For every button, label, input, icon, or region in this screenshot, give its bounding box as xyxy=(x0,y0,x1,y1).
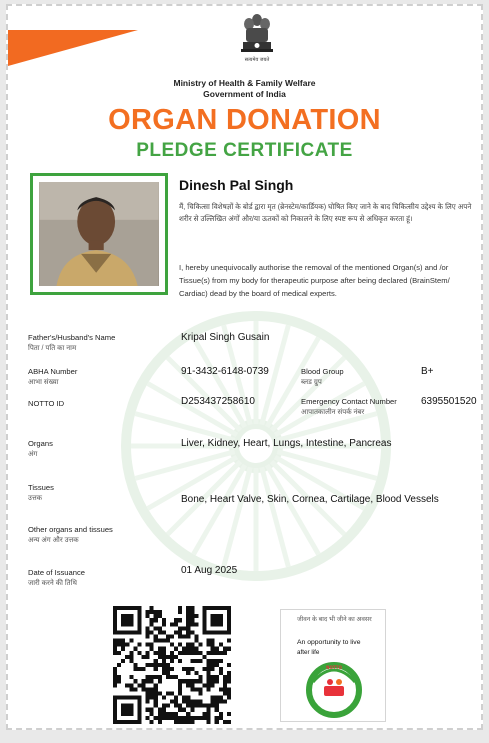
organs-label-en: Organs xyxy=(28,439,53,448)
tissues-label xyxy=(28,482,54,504)
emergency-label-hi: आपातकालीन संपर्क नंबर xyxy=(301,409,365,416)
national-emblem-icon xyxy=(237,12,277,74)
ministry-name: Ministry of Health & Family Welfare xyxy=(173,78,316,88)
issuance-label-hi: जारी करने की तिथि xyxy=(28,580,77,587)
other-label xyxy=(28,524,113,546)
organs-value: Liver, Kidney, Heart, Lungs, Intestine, Pancreas xyxy=(181,438,392,449)
qr-code xyxy=(113,606,231,724)
certificate-subtitle: PLEDGE CERTIFICATE xyxy=(136,140,353,161)
government-name: Government of India xyxy=(203,89,286,99)
notto-value: D253437258610 xyxy=(181,396,255,407)
certificate xyxy=(6,4,483,730)
notto-tagline-en-1: An opportunity to live xyxy=(297,639,361,646)
blood-label-en: Blood Group xyxy=(301,367,344,376)
tissues-label-en: Tissues xyxy=(28,483,54,492)
donor-photo xyxy=(39,182,159,286)
emergency-label-en: Emergency Contact Number xyxy=(301,397,397,406)
blood-group-label xyxy=(301,366,344,388)
tissues-label-hi: उत्तक xyxy=(28,495,43,502)
father-label-en: Father's/Husband's Name xyxy=(28,333,116,342)
blood-label-hi: ब्लड ग्रुप xyxy=(301,379,322,386)
issuance-label xyxy=(28,567,85,589)
father-value: Kripal Singh Gusain xyxy=(181,332,270,343)
issuance-value: 01 Aug 2025 xyxy=(181,565,238,576)
tissues-value: Bone, Heart Valve, Skin, Cornea, Cartilage, Blood Vessels xyxy=(181,494,439,505)
organs-label-hi: अंग xyxy=(28,451,38,458)
certificate-title: ORGAN DONATION xyxy=(108,104,381,136)
emergency-label xyxy=(301,396,397,418)
notto-label xyxy=(28,398,64,409)
svg-text:सत्यमेव जयते: सत्यमेव जयते xyxy=(244,57,270,63)
father-label xyxy=(28,332,115,354)
abha-label-hi: आभा संख्या xyxy=(28,379,59,386)
donor-photo-frame xyxy=(30,173,168,295)
issuance-label-en: Date of Issuance xyxy=(28,568,85,577)
notto-logo-box xyxy=(280,609,386,722)
blood-group-value: B+ xyxy=(421,366,434,377)
saffron-flag-stripe xyxy=(8,30,138,66)
abha-label-en: ABHA Number xyxy=(28,367,78,376)
donor-name: Dinesh Pal Singh xyxy=(179,177,294,193)
abha-label xyxy=(28,366,77,388)
father-label-hi: पिता / पति का नाम xyxy=(28,345,77,352)
notto-logo-icon xyxy=(303,660,365,718)
notto-tagline-en-2: after life xyxy=(297,649,320,656)
notto-tagline-hi: जीवन के बाद भी जीने का अवसर xyxy=(297,616,372,623)
declaration-english: I, hereby unequivocally authorise the removal of the mentioned Organ(s) and /or Tissue(s) from my body for therapeutic purpose after being declared (BrainStem/ Cardiac) dead by the board of medical experts. xyxy=(179,263,450,298)
emergency-value: 6395501520 xyxy=(421,396,477,407)
organs-label xyxy=(28,438,53,460)
declaration-hindi: मैं, चिकित्सा विशेषज्ञों के बोर्ड द्वारा मृत (ब्रेनस्टेम/कार्डियक) घोषित किए जाने के बाद चिकित्सीय उद्देश्य के लिए अपने शरीर से उल्लिखित अंगों और/या ऊतकों को निकालने के लिए स्पष्ट रूप से अधिकृत करता हूं। xyxy=(179,202,472,223)
other-label-en: Other organs and tissues xyxy=(28,525,113,534)
abha-value: 91-3432-6148-0739 xyxy=(181,366,269,377)
other-label-hi: अन्य अंग और उत्तक xyxy=(28,537,79,544)
notto-label-en: NOTTO ID xyxy=(28,399,65,408)
notto-badge: NOTTO xyxy=(326,665,342,670)
